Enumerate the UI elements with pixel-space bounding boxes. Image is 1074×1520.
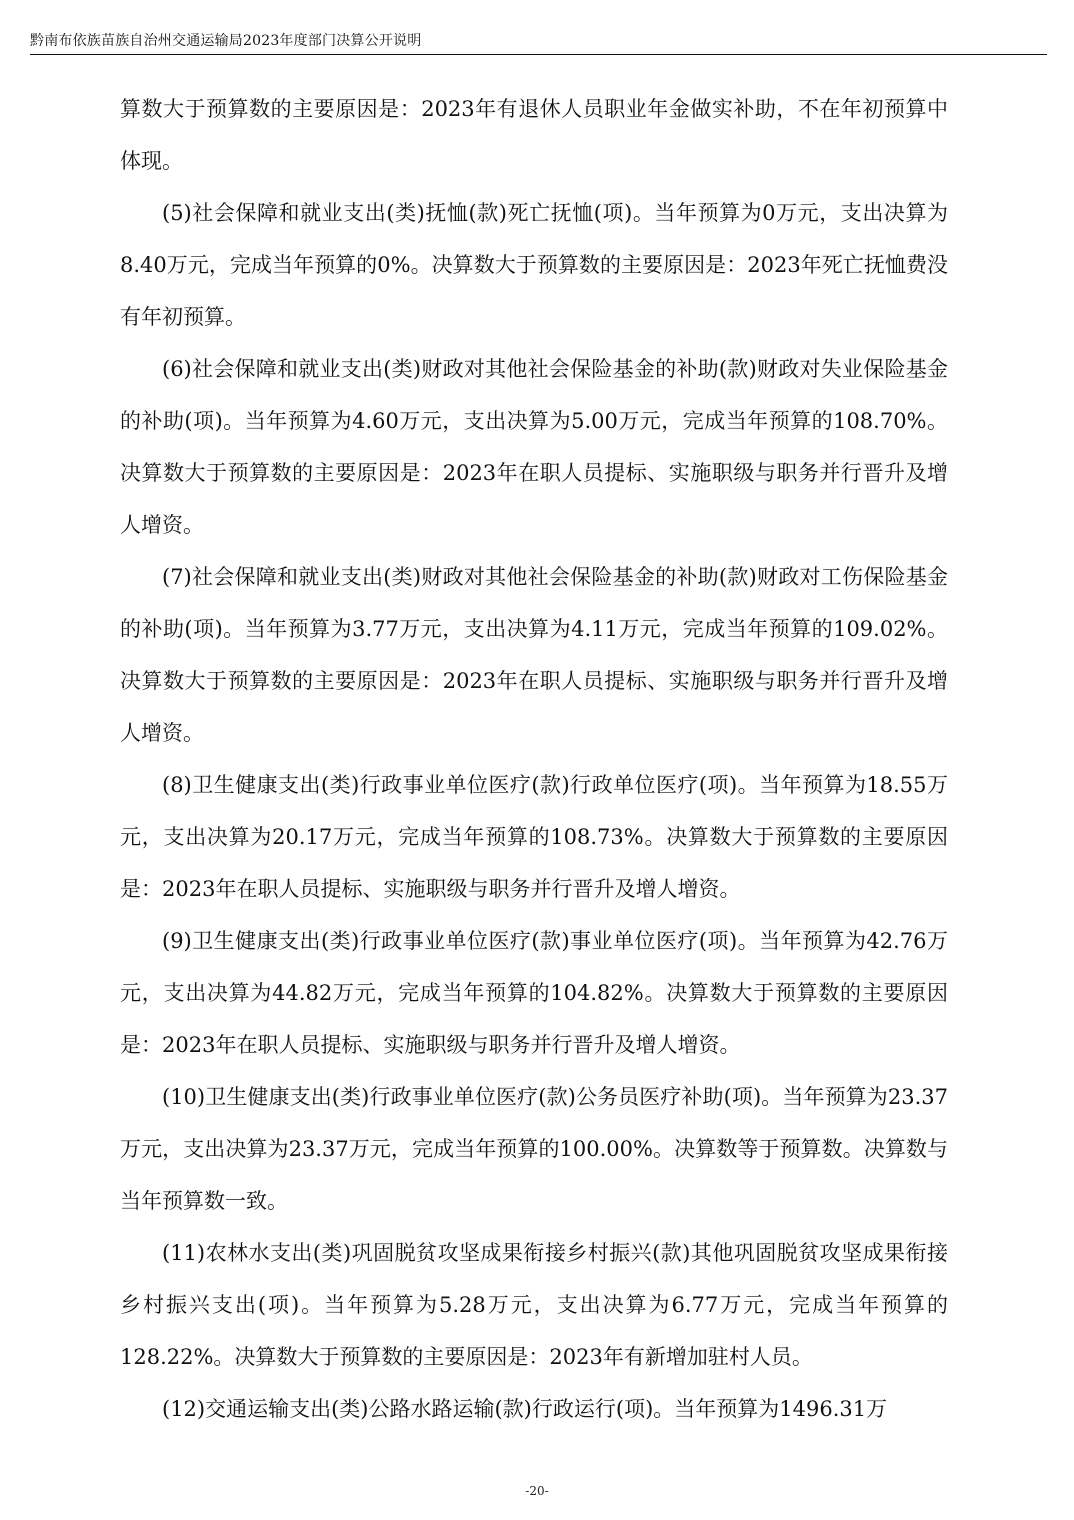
body-paragraph: (10)卫生健康支出(类)行政事业单位医疗(款)公务员医疗补助(项)。当年预算为23.37万元，支出决算为23.37万元，完成当年预算的100.00%。决算数等于预算数。决算数与当年预算数一致。 xyxy=(120,1085,948,1213)
document-body xyxy=(120,83,948,1435)
page-number: -20- xyxy=(525,1484,549,1498)
body-paragraph: (6)社会保障和就业支出(类)财政对其他社会保险基金的补助(款)财政对失业保险基金的补助(项)。当年预算为4.60万元，支出决算为5.00万元，完成当年预算的108.70%。决算数大于预算数的主要原因是：2023年在职人员提标、实施职级与职务并行晋升及增人增资。 xyxy=(120,357,948,537)
header-rule xyxy=(30,54,1047,55)
running-header: 黔南布依族苗族自治州交通运输局2023年度部门决算公开说明 xyxy=(30,33,422,49)
body-paragraph: (11)农林水支出(类)巩固脱贫攻坚成果衔接乡村振兴(款)其他巩固脱贫攻坚成果衔接乡村振兴支出(项)。当年预算为5.28万元，支出决算为6.77万元，完成当年预算的128.22%。决算数大于预算数的主要原因是：2023年有新增加驻村人员。 xyxy=(120,1241,948,1369)
body-paragraph: 算数大于预算数的主要原因是：2023年有退休人员职业年金做实补助，不在年初预算中体现。 xyxy=(120,97,948,173)
body-paragraph: (7)社会保障和就业支出(类)财政对其他社会保险基金的补助(款)财政对工伤保险基金的补助(项)。当年预算为3.77万元，支出决算为4.11万元，完成当年预算的109.02%。决算数大于预算数的主要原因是：2023年在职人员提标、实施职级与职务并行晋升及增人增资。 xyxy=(120,565,948,745)
body-paragraph: (12)交通运输支出(类)公路水路运输(款)行政运行(项)。当年预算为1496.31万 xyxy=(162,1397,888,1421)
body-paragraph: (5)社会保障和就业支出(类)抚恤(款)死亡抚恤(项)。当年预算为0万元，支出决算为8.40万元，完成当年预算的0%。决算数大于预算数的主要原因是：2023年死亡抚恤费没有年初预算。 xyxy=(120,201,948,329)
body-paragraph: (8)卫生健康支出(类)行政事业单位医疗(款)行政单位医疗(项)。当年预算为18.55万元，支出决算为20.17万元，完成当年预算的108.73%。决算数大于预算数的主要原因是：2023年在职人员提标、实施职级与职务并行晋升及增人增资。 xyxy=(120,773,948,901)
body-paragraph: (9)卫生健康支出(类)行政事业单位医疗(款)事业单位医疗(项)。当年预算为42.76万元，支出决算为44.82万元，完成当年预算的104.82%。决算数大于预算数的主要原因是：2023年在职人员提标、实施职级与职务并行晋升及增人增资。 xyxy=(120,929,948,1057)
